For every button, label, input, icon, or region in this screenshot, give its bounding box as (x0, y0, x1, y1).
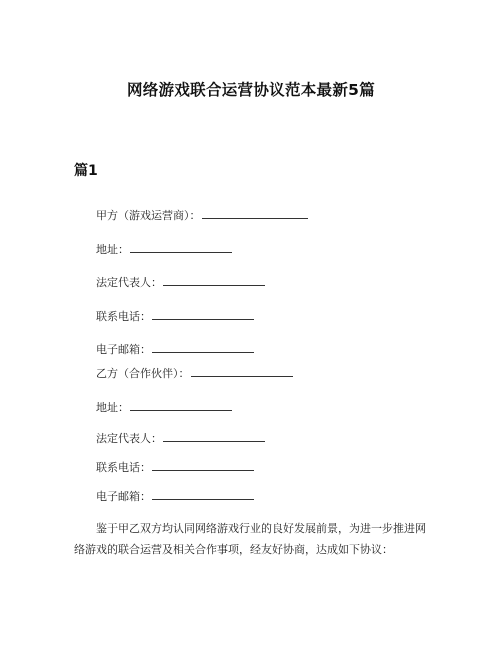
party-b-name-field (96, 366, 293, 381)
intro-paragraph: 鉴于甲乙双方均认同网络游戏行业的良好发展前景，为进一步推进网络游戏的联合运营及相关合作事项，经友好协商，达成如下协议： (74, 522, 426, 556)
party-b-phone-field (96, 460, 254, 475)
party-a-legal-rep-blank (163, 275, 265, 286)
party-b-legal-rep-label: 法定代表人： (96, 432, 162, 445)
party-a-email-field (96, 342, 254, 357)
party-a-name-label: 甲方（游戏运营商）： (96, 209, 201, 222)
party-a-name-field (96, 208, 308, 223)
party-a-phone-field (96, 309, 254, 324)
party-a-phone-label: 联系电话： (96, 310, 151, 323)
party-a-name-blank (202, 208, 308, 219)
party-b-email-label: 电子邮箱： (96, 490, 151, 503)
party-a-email-label: 电子邮箱： (96, 343, 151, 356)
party-a-address-blank (130, 242, 232, 253)
party-b-address-label: 地址： (96, 401, 129, 414)
party-a-legal-rep-label: 法定代表人： (96, 276, 162, 289)
party-b-email-blank (152, 489, 254, 500)
party-a-phone-blank (152, 309, 254, 320)
party-a-address-label: 地址： (96, 243, 129, 256)
section-heading: 篇1 (74, 163, 98, 179)
document-title: 网络游戏联合运营协议范本最新5篇 (126, 81, 376, 99)
party-b-phone-label: 联系电话： (96, 461, 151, 474)
party-b-phone-blank (152, 460, 254, 471)
party-b-legal-rep-blank (163, 431, 265, 442)
party-b-name-label: 乙方（合作伙伴）： (96, 367, 190, 380)
party-b-legal-rep-field (96, 431, 265, 446)
party-a-email-blank (152, 342, 254, 353)
party-b-name-blank (191, 366, 293, 377)
party-a-address-field (96, 242, 232, 257)
party-a-legal-rep-field (96, 275, 265, 290)
party-b-address-blank (130, 400, 232, 411)
party-b-address-field (96, 400, 232, 415)
party-b-email-field (96, 489, 254, 504)
